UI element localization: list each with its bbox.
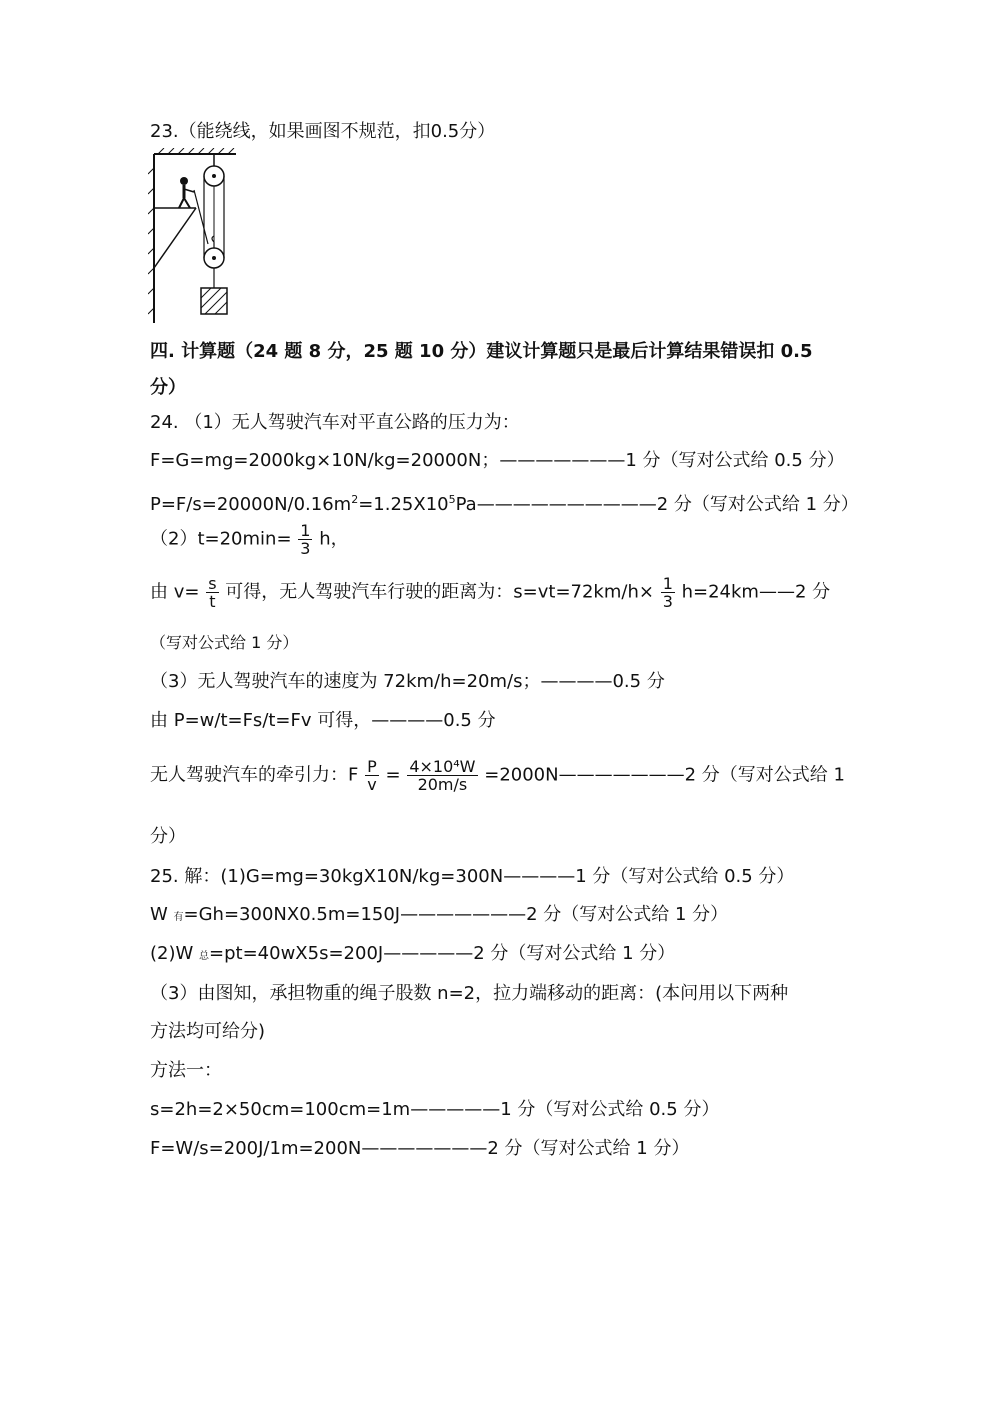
section-4-title: 四. 计算题（24 题 8 分，25 题 10 分）建议计算题只是最后计算结果错误扣 0.5 [150, 341, 813, 362]
load-block [201, 288, 227, 314]
person-icon [179, 177, 194, 208]
method-1-line-1: s=2h=2×50cm=100cm=1m—————1 分（写对公式给 0.5 分） [150, 1099, 720, 1120]
fraction: $\frac{1}{3}$ [300, 521, 311, 558]
q24-part3-c: 无人驾驶汽车的牵引力：F $\frac{P}{v}$ = $\frac{\text{4×10⁴W}}{20m/s}$ =2000N———————2 分（写对公式给 1 [150, 757, 845, 794]
q25-line-2: W 有=Gh=300NX0.5m=150J———————2 分（写对公式给 1 分） [150, 904, 729, 925]
q25-line-4: （3）由图知，承担物重的绳子股数 n=2，拉力端移动的距离：(本问用以下两种 [150, 983, 789, 1004]
fraction: $\frac{s}{t}$ [208, 574, 217, 611]
q24-part1-label: 24. （1）无人驾驶汽车对平直公路的压力为： [150, 412, 520, 433]
q24-part3: （3）无人驾驶汽车的速度为 72km/h=20m/s；————0.5 分 [150, 671, 665, 692]
q24-line-3: 由 v= $\frac{s}{t}$ 可得，无人驾驶汽车行驶的距离为：s=vt=72km/h× $\frac{1}{3}$ h=24km——2 分 [150, 574, 831, 611]
q24-line-1: F=G=mg=2000kg×10N/kg=20000N；———————1 分（写对公式给 0.5 分） [150, 450, 845, 471]
q24-line-2: $P=F/s=20000N/0.16m^2=1.25X10^5Pa——————————2$ 分（写对公式给 1 分） [150, 493, 859, 515]
pulley-diagram [148, 148, 240, 326]
fraction: $\frac{\text{4×10⁴W}}{20m/s}$ [409, 757, 476, 794]
q24-part3-c-cont: 分） [150, 826, 186, 847]
q25-line-1: 25. 解：(1)G=mg=30kgX10N/kg=300N————1 分（写对公式给 0.5 分） [150, 866, 795, 887]
method-1-title: 方法一： [150, 1060, 222, 1081]
q24-part2: （2）t=20min= $\frac{1}{3}$ h， [150, 521, 349, 558]
method-1-line-2: F=W/s=200J/1m=200N———————2 分（写对公式给 1 分） [150, 1138, 690, 1159]
q23-header: 23.（能绕线，如果画图不规范，扣0.5分） [150, 121, 496, 142]
q24-part3-b: 由 P=w/t=Fs/t=Fv 可得，————0.5 分 [150, 710, 496, 731]
q24-line-3-note: （写对公式给 1 分） [150, 633, 299, 652]
section-4-title-cont: 分） [150, 377, 186, 398]
q25-line-3: (2)W 总=pt=40wX5s=200J—————2 分（写对公式给 1 分） [150, 943, 676, 964]
fraction: $\frac{1}{3}$ [662, 574, 673, 611]
q25-line-4-cont: 方法均可给分) [150, 1021, 266, 1042]
fraction: $\frac{P}{v}$ [367, 757, 377, 794]
